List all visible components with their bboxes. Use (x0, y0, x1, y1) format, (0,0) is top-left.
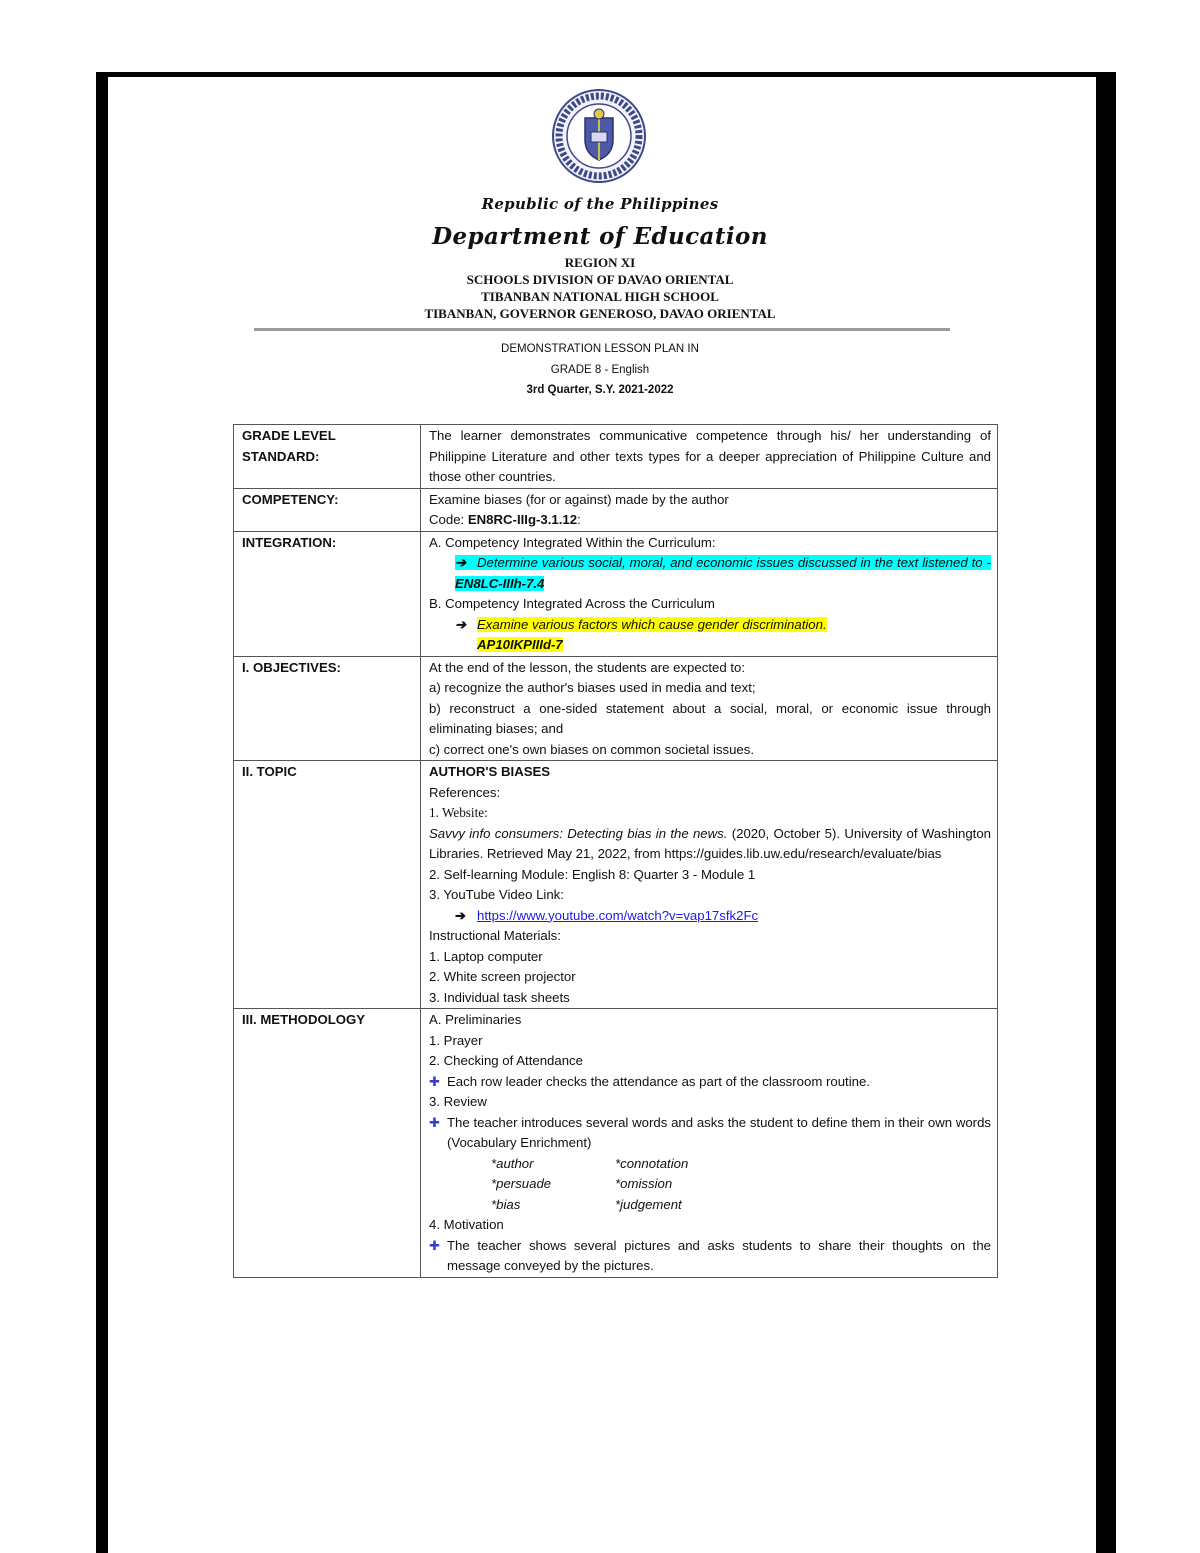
code-prefix: Code: (429, 512, 468, 527)
references-heading: References: (429, 784, 501, 800)
objectives-intro: At the end of the lesson, the students are expected to: (429, 659, 745, 675)
page-border-right (1096, 72, 1116, 1553)
vocab-word: *author (491, 1155, 534, 1171)
page-border-top (96, 72, 1116, 77)
row-label: III. METHODOLOGY (234, 1009, 421, 1278)
reference-1-citation (429, 824, 991, 865)
row-label: INTEGRATION: (234, 531, 421, 656)
materials-heading: Instructional Materials: (429, 928, 561, 943)
bullet-text: Each row leader checks the attendance as part of the classroom routine. (447, 1073, 870, 1089)
department-heading: Department of Education (432, 223, 768, 250)
table-row (234, 531, 998, 656)
topic-cell (421, 761, 998, 1009)
material-item: 2. White screen projector (429, 969, 576, 984)
region-line: REGION XI (564, 255, 636, 270)
arrow-right-icon: ➔ (455, 907, 467, 923)
vocabulary-list (429, 1154, 991, 1216)
competency-text: Examine biases (for or against) made by the author (429, 491, 729, 507)
review-bullet (429, 1113, 991, 1154)
youtube-link[interactable]: https://www.youtube.com/watch?v=vap17sfk2Fc (477, 907, 759, 923)
row-label: II. TOPIC (234, 761, 421, 1009)
objective-c: c) correct one's own biases on common societal issues. (429, 741, 755, 757)
reference-2: 2. Self-learning Module: English 8: Quarter 3 - Module 1 (429, 866, 756, 882)
plan-title: DEMONSTRATION LESSON PLAN IN (501, 343, 699, 355)
vocab-word: *connotation (615, 1155, 689, 1171)
reference-3: 3. YouTube Video Link: (429, 887, 564, 902)
row-label: COMPETENCY: (234, 488, 421, 531)
row-label (234, 425, 421, 489)
lesson-plan-table (233, 424, 998, 1278)
methodology-cell (421, 1009, 998, 1278)
step-motivation: 4. Motivation (429, 1217, 504, 1232)
integration-cell (421, 531, 998, 656)
arrow-right-icon: ➔ (455, 616, 467, 632)
preliminaries-heading: A. Preliminaries (429, 1012, 522, 1027)
integration-a: A. Competency Integrated Within the Curriculum: (429, 534, 716, 550)
integration-b-item (429, 615, 991, 656)
vocab-word: *bias (491, 1196, 521, 1212)
material-item: 1. Laptop computer (429, 948, 543, 964)
citation-title: Savvy info consumers: Detecting bias in the news. (429, 825, 728, 841)
material-item: 3. Individual task sheets (429, 989, 570, 1005)
vocab-word: *omission (615, 1176, 673, 1191)
topic-title: AUTHOR'S BIASES (429, 764, 551, 779)
reference-1: 1. Website: (429, 805, 488, 820)
deped-seal-logo (551, 88, 647, 184)
competency-code: EN8RC-IIIg-3.1.12 (467, 512, 578, 527)
label-line: GRADE LEVEL (242, 428, 336, 443)
division-line: SCHOOLS DIVISION OF DAVAO ORIENTAL (466, 272, 734, 287)
grade-subject: GRADE 8 - English (550, 364, 650, 376)
step-prayer: 1. Prayer (429, 1032, 483, 1048)
step-attendance: 2. Checking of Attendance (429, 1053, 583, 1068)
competency-code-line (429, 510, 991, 531)
step-review: 3. Review (429, 1094, 487, 1109)
youtube-link-line (429, 906, 991, 927)
integration-b-text: Examine various factors which cause gender discrimination. (477, 616, 827, 632)
label-line: STANDARD: (242, 448, 320, 464)
integration-a-item (429, 553, 991, 594)
table-row (234, 1009, 998, 1278)
table-row (234, 761, 998, 1009)
integration-a-code: EN8LC-IIIh-7.4 (455, 575, 545, 591)
integration-b: B. Competency Integrated Across the Curriculum (429, 596, 715, 611)
bullet-icon: ✚ (429, 1237, 441, 1253)
objective-a: a) recognize the author's biases used in media and text; (429, 680, 756, 695)
integration-b-code: AP10IKPIIId-7 (477, 637, 563, 652)
objectives-cell (421, 656, 998, 761)
page-border-left (96, 72, 108, 1553)
quarter-school-year: 3rd Quarter, S.Y. 2021-2022 (526, 384, 674, 396)
table-row (234, 656, 998, 761)
school-address: TIBANBAN, GOVERNOR GENEROSO, DAVAO ORIENTAL (424, 306, 776, 321)
table-row (234, 488, 998, 531)
integration-a-text: Determine various social, moral, and economic issues discussed in the text listened to - (477, 555, 991, 570)
objective-b: b) reconstruct a one-sided statement about a social, moral, or economic issue through eliminating biases; and (429, 700, 991, 736)
bullet-icon: ✚ (429, 1073, 441, 1089)
vocab-word: *persuade (491, 1176, 552, 1191)
bullet-icon: ✚ (429, 1114, 441, 1130)
republic-heading: Republic of the Philippines (481, 195, 719, 213)
code-suffix: : (577, 512, 581, 527)
arrow-right-icon: ➔ (455, 555, 467, 570)
attendance-bullet (429, 1072, 991, 1093)
row-label: I. OBJECTIVES: (234, 656, 421, 761)
competency-cell (421, 488, 998, 531)
bullet-text: The teacher introduces several words and asks the student to define them in their own words (Vocabulary Enrichment) (447, 1114, 991, 1150)
motivation-bullet (429, 1236, 991, 1277)
table-row (234, 425, 998, 489)
header-divider (254, 328, 950, 331)
grade-level-standard-text: The learner demonstrates communicative competence through his/ her understanding of Philippine Literature and other texts types for a deeper appreciation of Philippine Culture and those other countries. (421, 425, 998, 489)
vocab-word: *judgement (615, 1196, 682, 1212)
school-name: TIBANBAN NATIONAL HIGH SCHOOL (481, 289, 719, 304)
bullet-text: The teacher shows several pictures and asks students to share their thoughts on the message conveyed by the pictures. (447, 1237, 991, 1273)
citation-details: (2020, October 5). University of Washington Libraries. Retrieved May 21, 2022, from https://guides.lib.uw.edu/research/evaluate/bias (429, 825, 992, 861)
